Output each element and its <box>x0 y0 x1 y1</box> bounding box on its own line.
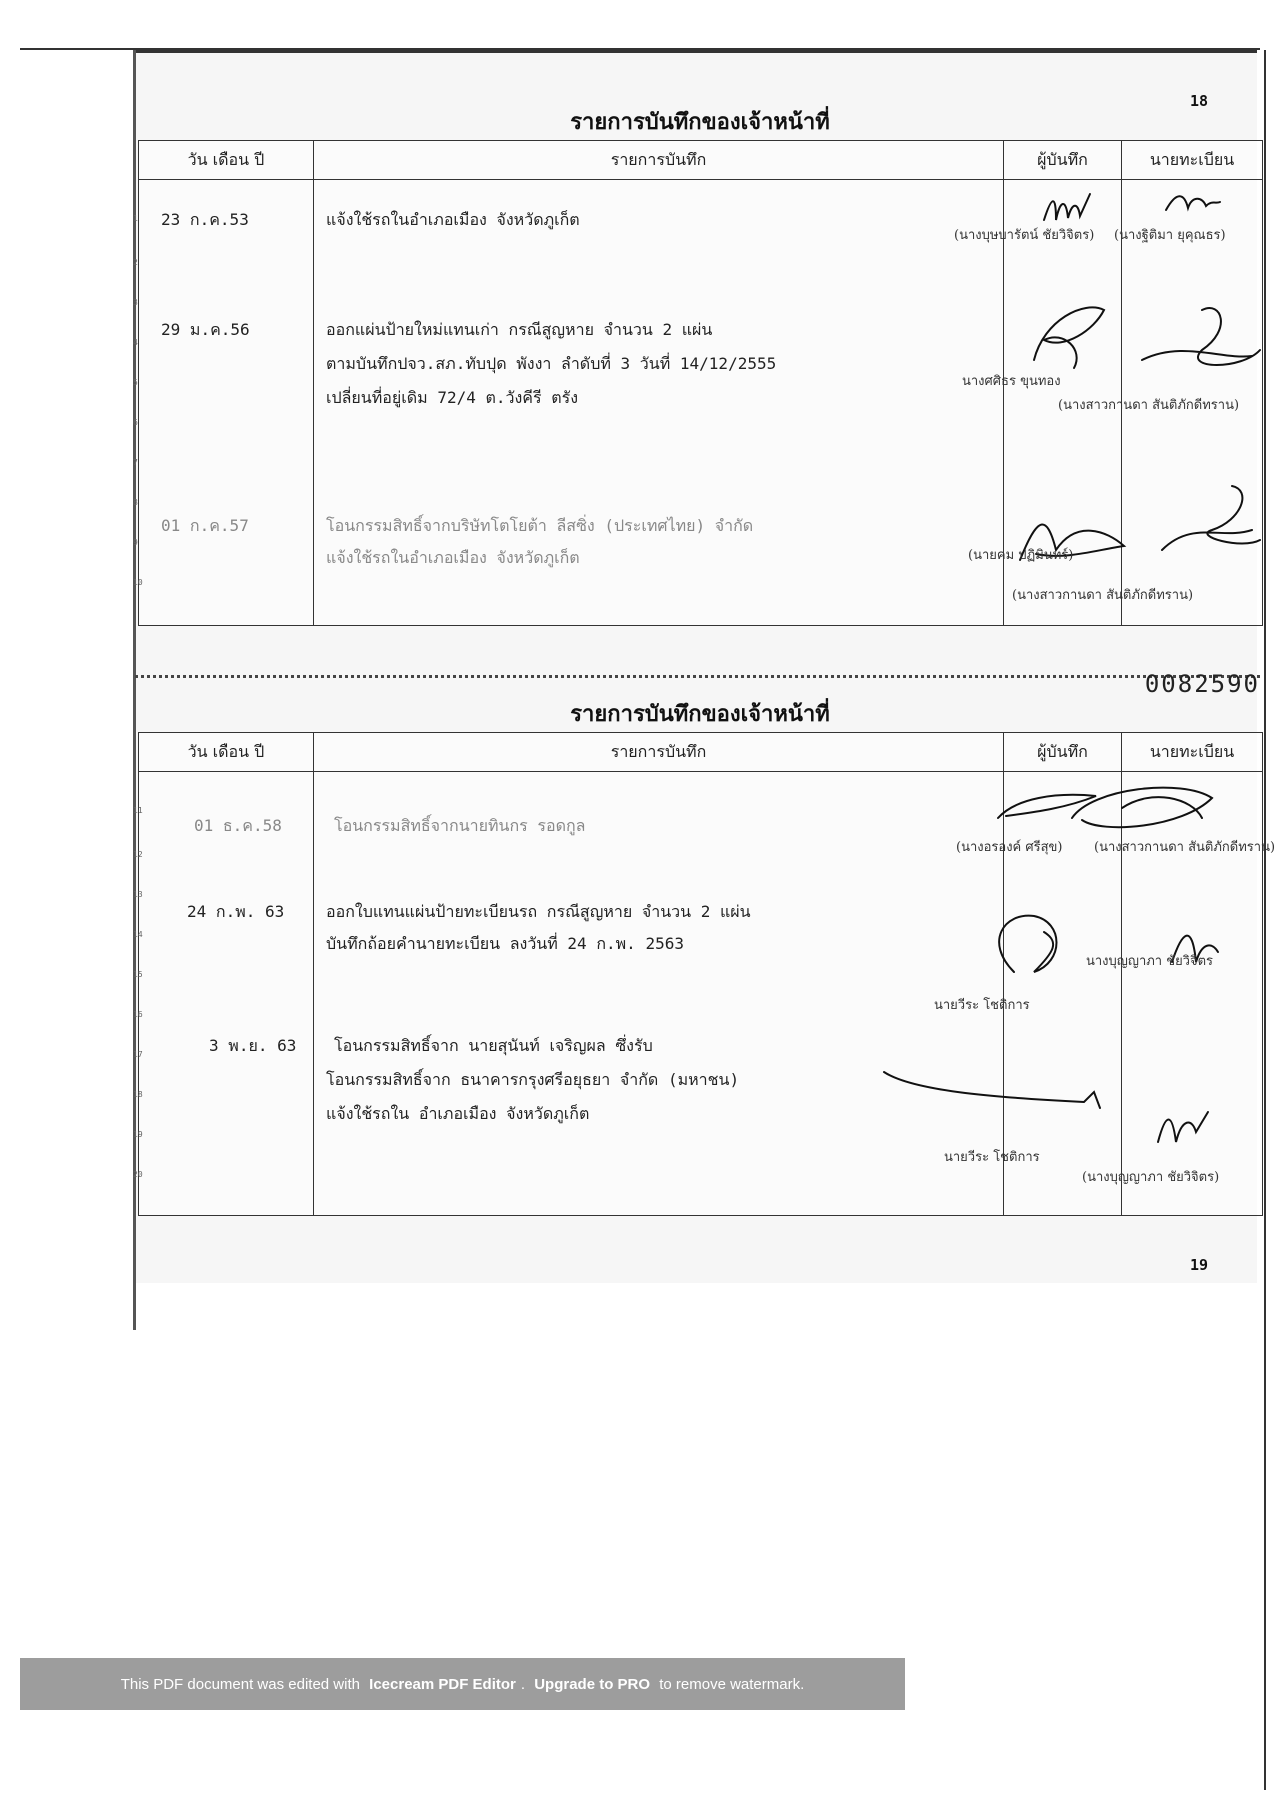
entry-column <box>314 772 1004 1216</box>
line-number: 17 <box>133 1050 143 1059</box>
registrar-column <box>1082 772 1276 1216</box>
entry-line: โอนกรรมสิทธิ์จากนายทินกร รอดกูล <box>334 816 586 835</box>
registrar-signature <box>1152 1102 1212 1152</box>
registrar-name: นางบุญญาภา ชัยวิจิตร <box>1086 954 1214 969</box>
entry-date: 24 ก.พ. 63 <box>187 902 285 921</box>
line-number: 9 <box>133 538 138 547</box>
recorder-signature <box>1024 300 1114 370</box>
line-number: 14 <box>133 930 143 939</box>
date-column <box>133 180 314 626</box>
entry-line: ตามบันทึกปจว.สภ.ทับปุด พังงา ลำดับที่ 3 วันที่ 14/12/2555 <box>326 354 777 373</box>
line-number: 12 <box>133 850 143 859</box>
recorder-name: (นางอรองค์ ศรีสุข) <box>956 840 1063 855</box>
scan-right-edge <box>1264 50 1266 1790</box>
recorder-name: นางศศิธร ขุนทอง <box>962 374 1061 389</box>
entry-date: 3 พ.ย. 63 <box>209 1036 297 1055</box>
header-registrar: นายทะเบียน <box>1122 141 1263 180</box>
line-number: 1 <box>133 214 138 223</box>
entry-line: แจ้งใช้รถในอำเภอเมือง จังหวัดภูเก็ต <box>326 210 580 229</box>
header-date: วัน เดือน ปี <box>139 141 314 180</box>
entry-line: ออกใบแทนแผ่นป้ายทะเบียนรถ กรณีสูญหาย จำนวน 2 แผ่น <box>326 902 751 921</box>
registrar-signature <box>1062 778 1222 838</box>
editor-watermark <box>20 1658 905 1710</box>
page-number-bottom: 19 <box>1190 1256 1209 1274</box>
ledger-table-top <box>133 140 1263 626</box>
watermark-suffix: to remove watermark. <box>655 1675 805 1693</box>
header-recorder: ผู้บันทึก <box>1004 733 1122 772</box>
page-number-top: 18 <box>1190 92 1209 110</box>
recorder-signature <box>884 1062 1104 1122</box>
line-number: 20 <box>133 1170 143 1179</box>
entry-line: โอนกรรมสิทธิ์จากบริษัทโตโยต้า ลีสซิ่ง (ประเทศไทย) จำกัด <box>326 516 754 535</box>
date-column <box>133 772 314 1216</box>
section-title-bottom: รายการบันทึกของเจ้าหน้าที่ <box>570 701 830 727</box>
header-recorder: ผู้บันทึก <box>1004 141 1122 180</box>
line-number: 5 <box>133 378 138 387</box>
header-entry: รายการบันทึก <box>314 141 1004 180</box>
recorder-name: นายวีระ โชติการ <box>944 1150 1040 1165</box>
line-number: 8 <box>133 498 138 507</box>
line-number: 11 <box>133 806 143 815</box>
line-number: 7 <box>133 458 138 467</box>
serial-number: 0082590 <box>1144 670 1260 698</box>
entry-line: โอนกรรมสิทธิ์จาก นายสุนันท์ เจริญผล ซึ่งรับ <box>334 1036 653 1055</box>
header-entry: รายการบันทึก <box>314 733 1004 772</box>
entry-line: แจ้งใช้รถในอำเภอเมือง จังหวัดภูเก็ต <box>326 548 580 567</box>
recorder-name: (นายคม ปฏิมินทร์) <box>968 548 1074 563</box>
watermark-brand: Icecream PDF Editor <box>369 1675 516 1693</box>
watermark-upgrade-link[interactable]: Upgrade to PRO <box>534 1675 651 1693</box>
registrar-name: (นางฐิติมา ยุคุณธร) <box>1114 228 1226 243</box>
section-title-top: รายการบันทึกของเจ้าหน้าที่ <box>570 109 830 135</box>
line-number: 13 <box>133 890 143 899</box>
recorder-signature <box>974 902 1084 982</box>
line-number: 10 <box>133 578 143 587</box>
line-number: 18 <box>133 1090 143 1099</box>
entry-date: 01 ธ.ค.58 <box>194 816 282 835</box>
header-date: วัน เดือน ปี <box>139 733 314 772</box>
registrar-signature <box>1142 300 1262 380</box>
entry-line: แจ้งใช้รถใน อำเภอเมือง จังหวัดภูเก็ต <box>326 1104 590 1123</box>
line-number: 16 <box>133 1010 143 1019</box>
line-number: 19 <box>133 1130 143 1139</box>
entry-date: 01 ก.ค.57 <box>161 516 249 535</box>
watermark-mid: . <box>520 1675 530 1693</box>
watermark-prefix: This PDF document was edited with <box>120 1675 365 1693</box>
registrar-signature <box>1152 480 1262 560</box>
line-number: 6 <box>133 418 138 427</box>
registrar-signature <box>1162 190 1222 220</box>
entry-line: โอนกรรมสิทธิ์จาก ธนาคารกรุงศรีอยุธยา จำกัด (มหาชน) <box>326 1070 740 1089</box>
registrar-name: (นางสาวกานดา สันติภักดีทราน) <box>1094 840 1276 855</box>
line-number: 3 <box>133 298 138 307</box>
entry-line: เปลี่ยนที่อยู่เดิม 72/4 ต.วังคีรี ตรัง <box>326 388 579 407</box>
entry-column <box>314 180 1004 626</box>
entry-line: บันทึกถ้อยคำนายทะเบียน ลงวันที่ 24 ก.พ. 2563 <box>326 934 684 953</box>
registrar-name: (นางสาวกานดา สันติภักดีทราน) <box>1058 398 1240 413</box>
ledger-table-bottom <box>133 732 1276 1216</box>
registrar-name: (นางสาวกานดา สันติภักดีทราน) <box>1012 588 1194 603</box>
registrar-name: (นางบุญญาภา ชัยวิจิตร) <box>1082 1170 1220 1185</box>
entry-line: ออกแผ่นป้ายใหม่แทนเก่า กรณีสูญหาย จำนวน 2 แผ่น <box>326 320 713 339</box>
line-number: 15 <box>133 970 143 979</box>
line-number: 4 <box>133 338 138 347</box>
header-registrar: นายทะเบียน <box>1122 733 1263 772</box>
recorder-name: นายวีระ โชติการ <box>934 998 1030 1013</box>
line-number: 2 <box>133 258 138 267</box>
recorder-name: (นางบุษบารัตน์ ชัยวิจิตร) <box>954 228 1095 243</box>
entry-date: 23 ก.ค.53 <box>161 210 249 229</box>
entry-date: 29 ม.ค.56 <box>161 320 250 339</box>
